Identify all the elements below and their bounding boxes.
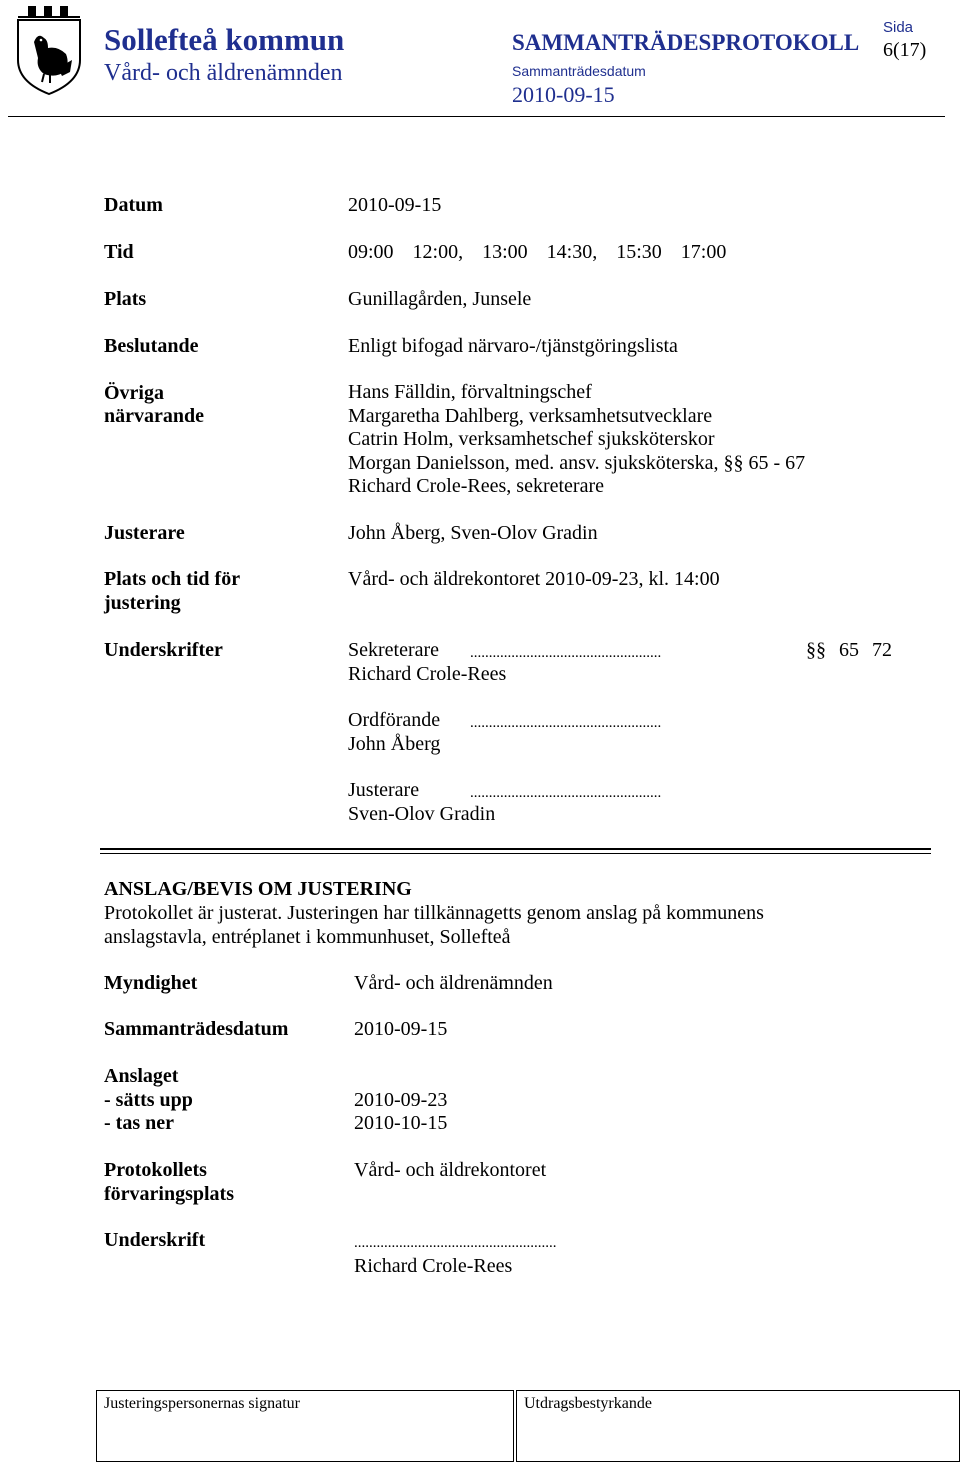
justerare-label: Justerare — [104, 522, 185, 544]
section-divider-bottom — [100, 853, 931, 854]
plats-tid-label: Plats och tid för — [104, 568, 241, 590]
justerare-value: John Åberg, Sven-Olov Gradin — [348, 522, 598, 544]
ordforande-name: John Åberg — [348, 733, 441, 755]
datum-label: Datum — [104, 194, 163, 216]
tas-ner-label: - tas ner — [104, 1112, 174, 1134]
meeting-date-label: Sammanträdesdatum — [512, 63, 646, 79]
forvaring-label-2: förvaringsplats — [104, 1183, 234, 1205]
plats-tid-value: Vård- och äldrekontoret 2010-09-23, kl. 14:00 — [348, 568, 720, 590]
underskrift-name: Richard Crole-Rees — [354, 1255, 513, 1277]
myndighet-value: Vård- och äldrenämnden — [354, 972, 553, 994]
footer-left-label: Justeringspersonernas signatur — [104, 1395, 300, 1412]
tid-value: 09:00 12:00, 13:00 14:30, 15:30 17:00 — [348, 241, 727, 263]
satts-upp-label: - sätts upp — [104, 1089, 193, 1111]
coat-of-arms-capercaillie-icon — [14, 2, 86, 96]
anslag-text-line-1: Protokollet är justerat. Justeringen har tillkännagetts genom anslag på kommunens — [104, 902, 764, 924]
ordforande-dots: ................................................... — [470, 715, 662, 731]
list-item: Margaretha Dahlberg, verksamhetsutvecklare — [348, 404, 713, 427]
ovriga-label: Övriga — [104, 382, 164, 404]
page-label: Sida — [883, 19, 914, 36]
sekreterare-dots: ................................................... — [470, 645, 662, 661]
signature-box-right — [516, 1390, 960, 1462]
underskrift-dots: ...................................................... — [354, 1235, 557, 1251]
sammantradesdatum-value: 2010-09-15 — [354, 1018, 448, 1040]
underskrifter-label: Underskrifter — [104, 639, 223, 661]
sammantradesdatum-label: Sammanträdesdatum — [104, 1018, 289, 1040]
justerare-name: Sven-Olov Gradin — [348, 803, 496, 825]
page-number: 6(17) — [883, 39, 927, 61]
forvaring-value: Vård- och äldrekontoret — [354, 1159, 547, 1181]
header-divider — [8, 116, 945, 117]
anslaget-label: Anslaget — [104, 1065, 179, 1087]
tid-label: Tid — [104, 241, 134, 263]
municipality-name: Sollefteå kommun — [104, 22, 345, 57]
list-item: Morgan Danielsson, med. ansv. sjuksköterska, §§ 65 - 67 — [348, 451, 806, 474]
anslag-heading: ANSLAG/BEVIS OM JUSTERING — [104, 878, 412, 900]
footer-right-label: Utdragsbestyrkande — [524, 1395, 652, 1412]
justerare-dots: ................................................... — [470, 785, 662, 801]
plats-label: Plats — [104, 288, 147, 310]
section-divider-top — [100, 848, 931, 850]
myndighet-label: Myndighet — [104, 972, 198, 994]
protocol-title: SAMMANTRÄDESPROTOKOLL — [512, 30, 860, 55]
ordforande-label: Ordförande — [348, 709, 441, 731]
meeting-date: 2010-09-15 — [512, 82, 615, 107]
underskrift-label: Underskrift — [104, 1229, 206, 1251]
list-item: Richard Crole-Rees, sekreterare — [348, 475, 604, 497]
sekreterare-label: Sekreterare — [348, 639, 440, 661]
satts-upp-value: 2010-09-23 — [354, 1089, 448, 1111]
list-item: Hans Fälldin, förvaltningschef — [348, 381, 592, 403]
paragraphs: §§ 65 72 — [806, 639, 892, 661]
beslutande-label: Beslutande — [104, 335, 199, 357]
justering-label: justering — [104, 592, 181, 614]
justerare-sign-label: Justerare — [348, 779, 420, 801]
list-item: Catrin Holm, verksamhetschef sjuksköterskor — [348, 428, 715, 450]
anslag-text-line-2: anslagstavla, entréplanet i kommunhuset, Sollefteå — [104, 926, 511, 948]
board-name: Vård- och äldrenämnden — [104, 60, 343, 86]
narvarande-label: närvarande — [104, 405, 204, 427]
sekreterare-name: Richard Crole-Rees — [348, 663, 507, 685]
plats-value: Gunillagården, Junsele — [348, 288, 532, 310]
signature-box-left — [96, 1390, 514, 1462]
forvaring-label-1: Protokollets — [104, 1159, 207, 1181]
beslutande-value: Enligt bifogad närvaro-/tjänstgöringslista — [348, 335, 678, 357]
datum-value: 2010-09-15 — [348, 194, 442, 216]
tas-ner-value: 2010-10-15 — [354, 1112, 448, 1134]
ovriga-list — [348, 381, 805, 499]
